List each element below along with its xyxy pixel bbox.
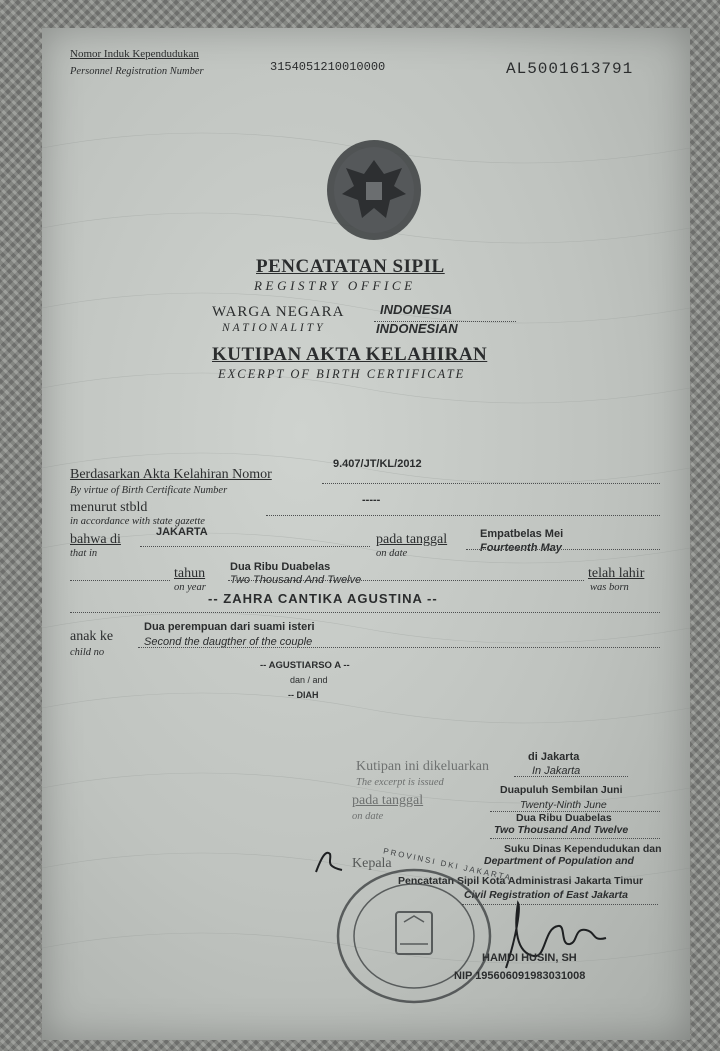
department-id: Suku Dinas Kependudukan dan	[504, 843, 662, 855]
nationality-label-en: NATIONALITY	[222, 322, 326, 334]
basis-label-en: By virtue of Birth Certificate Number	[70, 485, 228, 496]
birth-year-en: Two Thousand And Twelve	[230, 574, 362, 586]
stamp-text: PROVINSI DKI JAKARTA	[382, 846, 513, 883]
birth-year-id: Dua Ribu Duabelas	[230, 561, 331, 573]
nationality-label-id: WARGA NEGARA	[212, 304, 345, 320]
child-no-label-en: child no	[70, 647, 105, 658]
nik-label-en: Personnel Registration Number	[70, 66, 204, 77]
issue-year-en: Two Thousand And Twelve	[494, 824, 629, 836]
signatory-name: HAMDI HUSIN, SH	[482, 952, 577, 964]
issued-label-en: The excerpt is issued	[356, 777, 444, 788]
nik-value: 3154051210010000	[270, 60, 386, 74]
issue-date-en: Twenty-Ninth June	[520, 799, 607, 811]
date-label-id: pada tanggal	[376, 532, 448, 547]
official-stamp-icon	[334, 866, 494, 1006]
issued-place-en: In Jakarta	[532, 765, 581, 777]
head-label: Kepala	[352, 856, 392, 871]
stbld-label-id: menurut stbld	[70, 500, 148, 515]
birth-date-id: Empatbelas Mei	[480, 528, 564, 540]
issue-date-id: Duapuluh Sembilan Juni	[500, 784, 623, 796]
and-label: dan / and	[290, 675, 328, 685]
date-label-en: on date	[376, 548, 408, 559]
serial-number: AL5001613791	[506, 60, 634, 78]
child-no-label-id: anak ke	[70, 629, 114, 644]
office-title-id: PENCATATAN SIPIL	[256, 256, 445, 277]
signatory-nip: NIP 195606091983031008	[454, 970, 586, 982]
father-name: -- AGUSTIARSO A --	[260, 660, 350, 671]
year-label-en: on year	[174, 582, 206, 593]
issue-date-label-id: pada tanggal	[352, 793, 424, 808]
document-title-id: KUTIPAN AKTA KELAHIRAN	[212, 344, 488, 365]
basis-label-id: Berdasarkan Akta Kelahiran Nomor	[70, 467, 272, 482]
born-label-en: was born	[590, 582, 629, 593]
mother-name: -- DIAH	[288, 690, 319, 700]
issued-place-id: di Jakarta	[528, 751, 580, 763]
department-en: Department of Population and	[484, 855, 634, 867]
birth-date-en: Fourteenth May	[480, 542, 562, 554]
born-label-id: telah lahir	[588, 566, 645, 581]
garuda-emblem-icon	[324, 138, 424, 242]
stbld-label-en: in accordance with state gazette	[70, 516, 205, 527]
nik-label-id: Nomor Induk Kependudukan	[70, 48, 199, 60]
initial-mark-icon	[312, 846, 346, 876]
stbld-value: -----	[362, 494, 381, 506]
document-title-en: EXCERPT OF BIRTH CERTIFICATE	[218, 367, 466, 381]
place-value: JAKARTA	[156, 526, 208, 538]
birth-cert-number: 9.407/JT/KL/2012	[333, 458, 422, 470]
office-name-id: Pencatatan Sipil Kota Administrasi Jakarta Timur	[398, 875, 644, 887]
place-label-en: that in	[70, 548, 98, 559]
handwritten-signature-icon	[496, 898, 616, 978]
office-title-en: REGISTRY OFFICE	[254, 278, 416, 293]
nationality-value-en: INDONESIAN	[376, 321, 458, 336]
place-label-id: bahwa di	[70, 532, 121, 547]
issue-year-id: Dua Ribu Duabelas	[516, 812, 612, 824]
child-no-value-id: Dua perempuan dari suami isteri	[144, 621, 315, 633]
child-no-value-en: Second the daugther of the couple	[144, 636, 313, 648]
issued-label-id: Kutipan ini dikeluarkan	[356, 759, 489, 774]
office-name-en: Civil Registration of East Jakarta	[464, 889, 628, 901]
certificate-sheet	[42, 28, 690, 1040]
year-label-id: tahun	[174, 566, 206, 581]
issue-date-label-en: on date	[352, 811, 384, 822]
child-name: -- ZAHRA CANTIKA AGUSTINA --	[208, 591, 438, 606]
nationality-value-id: INDONESIA	[380, 302, 453, 317]
